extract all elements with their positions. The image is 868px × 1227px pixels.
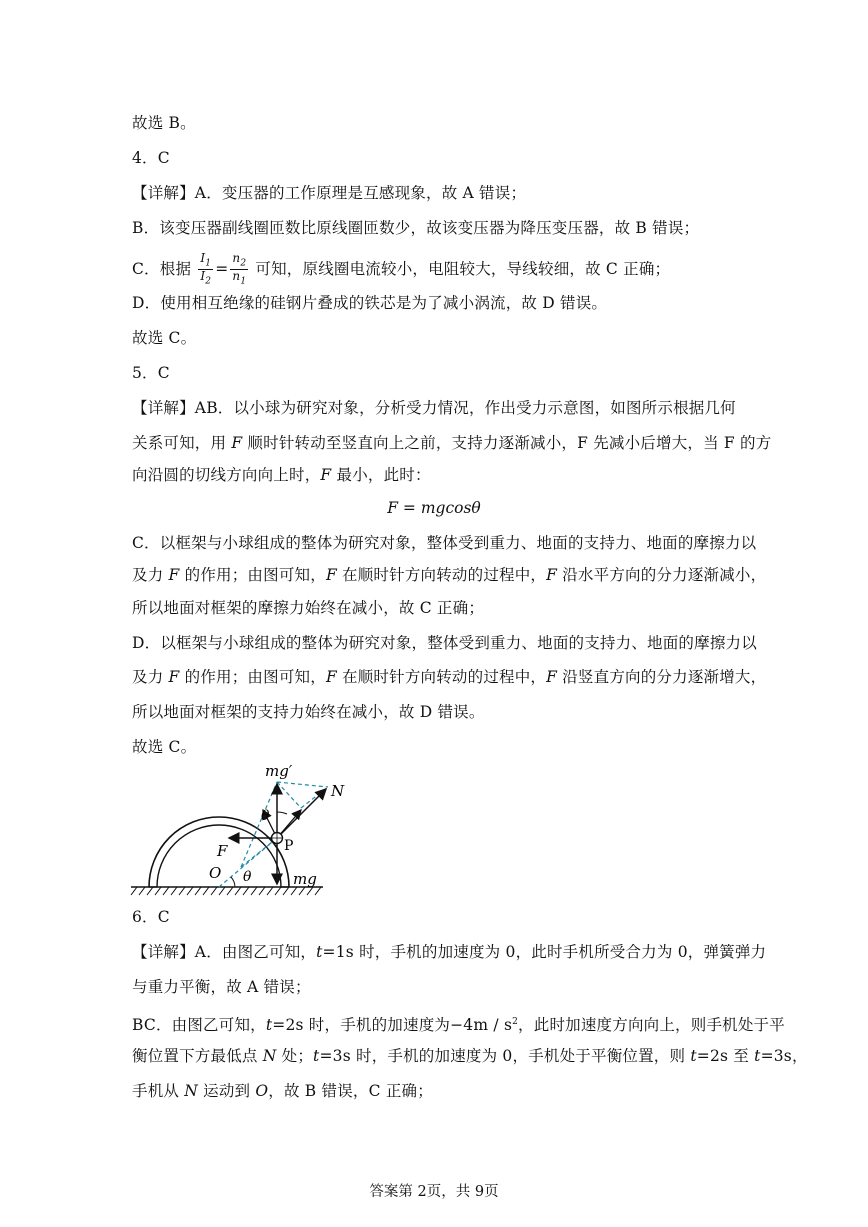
symbol-t: t xyxy=(690,1047,697,1065)
text-fragment: 关系可知，用 xyxy=(132,434,232,452)
angle-arc-top xyxy=(277,812,287,814)
symbol-N: N xyxy=(262,1047,277,1065)
label-P: P xyxy=(284,838,294,854)
text-fragment: 顺时针转动至竖直向上之前，支持力逐渐减小，F 先减小后增大，当 F 的方 xyxy=(242,434,772,452)
label-mg-prime: mg′ xyxy=(265,762,293,780)
text-line xyxy=(132,1080,433,1102)
text-line: 与重力平衡，故 A 错误； xyxy=(132,978,311,996)
text-fragment: 的作用；由图可知， xyxy=(179,668,326,686)
label-mg: mg xyxy=(293,870,317,888)
text-line: D．使用相互绝缘的硅钢片叠成的铁芯是为了减小涡流，故 D 错误。 xyxy=(132,294,608,312)
text-fragment: 及力 xyxy=(132,668,169,686)
symbol-F: F xyxy=(168,566,180,584)
text-line: 【详解】A．变压器的工作原理是互感现象，故 A 错误； xyxy=(132,184,527,202)
text-fragment: 最小，此时： xyxy=(331,466,431,484)
formula-symbol: n xyxy=(232,269,241,284)
symbol-F: F xyxy=(325,566,337,584)
text-line: D．以框架与小球组成的整体为研究对象，整体受到重力、地面的支持力、地面的摩擦力以 xyxy=(132,634,757,652)
symbol-t: t xyxy=(316,943,323,961)
text-line xyxy=(132,464,431,486)
symbol-t: t xyxy=(313,1047,320,1065)
formula-symbol: I xyxy=(200,269,206,284)
force-diagram xyxy=(125,760,345,900)
text-fragment: =2s 时，手机的加速度为 xyxy=(272,1016,451,1035)
formula-subscript: 1 xyxy=(205,258,212,269)
text-fragment: =2s 至 xyxy=(696,1047,755,1065)
symbol-F: F xyxy=(231,434,243,452)
text-fragment: 在顺时针方向转动的过程中， xyxy=(336,566,547,584)
text-line: B．该变压器副线圈匝数比原线圈匝数少，故该变压器为降压变压器，故 B 错误； xyxy=(132,219,700,237)
label-F: F xyxy=(217,842,228,860)
text-line: 故选 B。 xyxy=(132,114,196,132)
text-line: C．以框架与小球组成的整体为研究对象，整体受到重力、地面的支持力、地面的摩擦力以 xyxy=(132,534,757,552)
equation: F = mgcosθ xyxy=(387,499,481,517)
text-line: 所以地面对框架的支持力始终在减小，故 D 错误。 xyxy=(132,703,485,721)
dashed-construction-line xyxy=(241,838,277,867)
text-line: 故选 C。 xyxy=(132,738,197,756)
text-fragment: 衡位置下方最低点 xyxy=(132,1047,263,1065)
text-fragment: 手机从 xyxy=(132,1082,185,1100)
text-fragment: =1s 时，手机的加速度为 0，此时手机所受合力为 0，弹簧弹力 xyxy=(322,943,767,961)
symbol-F: F xyxy=(168,668,180,686)
label-N: N xyxy=(331,782,345,800)
text-fragment: 处； xyxy=(276,1047,314,1065)
question-number: 4．C xyxy=(132,149,170,167)
text-fragment: C．根据 xyxy=(132,259,192,278)
angle-arc-bottom xyxy=(231,877,235,887)
symbol-N: N xyxy=(184,1082,198,1100)
text-line-with-formula xyxy=(132,252,670,288)
text-line: 【详解】AB．以小球为研究对象，分析受力情况，作出受力示意图，如图所示根据几何 xyxy=(132,399,736,417)
text-fragment: ，此时加速度方向向上，则手机处于平 xyxy=(518,1016,785,1035)
text-line xyxy=(132,564,766,586)
fraction-i1-over-i2 xyxy=(198,252,213,288)
ground-hatching xyxy=(131,887,321,895)
text-fragment: 在顺时针方向转动的过程中， xyxy=(336,668,547,686)
acceleration-value: −4m / s xyxy=(450,1016,513,1035)
symbol-F: F xyxy=(320,466,332,484)
dashed-construction-line xyxy=(277,782,301,808)
text-fragment: 沿竖直方向的分力逐渐增大， xyxy=(557,668,767,686)
symbol-t: t xyxy=(265,1016,273,1035)
formula-subscript: 1 xyxy=(240,276,247,287)
text-line xyxy=(132,941,766,963)
symbol-F: F xyxy=(546,668,558,686)
label-theta-top: θ xyxy=(261,808,270,824)
formula-symbol: I xyxy=(200,251,206,265)
text-line xyxy=(132,1045,808,1067)
text-line: 所以地面对框架的摩擦力始终在减小，故 C 正确； xyxy=(132,599,485,617)
text-fragment: BC．由图乙可知， xyxy=(132,1016,266,1035)
dashed-construction-line xyxy=(277,782,328,787)
text-fragment: 的作用；由图可知， xyxy=(179,566,326,584)
formula-equals: = xyxy=(215,259,229,278)
symbol-F: F xyxy=(325,668,337,686)
question-number: 6．C xyxy=(132,908,170,926)
question-number: 5．C xyxy=(132,364,170,382)
symbol-t: t xyxy=(754,1047,761,1065)
text-line xyxy=(132,1011,785,1036)
text-fragment: 及力 xyxy=(132,566,169,584)
label-O: O xyxy=(209,864,222,882)
formula-subscript: 2 xyxy=(205,276,212,287)
text-fragment: 运动到 xyxy=(198,1082,256,1100)
text-fragment: 可知，原线圈电流较小，电阻较大，导线较细，故 C 正确； xyxy=(255,259,671,278)
text-line xyxy=(132,666,766,688)
text-fragment: 向沿圆的切线方向向上时， xyxy=(132,466,321,484)
text-line: 故选 C。 xyxy=(132,329,197,347)
symbol-O: O xyxy=(255,1082,269,1100)
fraction-n2-over-n1 xyxy=(230,252,248,288)
text-fragment: =3s 时，手机的加速度为 0，手机处于平衡位置，则 xyxy=(319,1047,691,1065)
text-fragment: ，故 B 错误，C 正确； xyxy=(268,1082,433,1100)
formula-symbol: n xyxy=(232,251,241,265)
symbol-F: F xyxy=(546,566,558,584)
label-theta-bottom: θ xyxy=(243,869,252,885)
text-fragment: 【详解】A．由图乙可知， xyxy=(132,943,317,961)
text-fragment: =3s， xyxy=(760,1047,808,1065)
exponent: 2 xyxy=(512,1017,519,1027)
page-footer: 答案第 2页，共 9页 xyxy=(369,1184,499,1200)
formula-subscript: 2 xyxy=(240,258,247,269)
text-line xyxy=(132,432,771,454)
text-fragment: 沿水平方向的分力逐渐减小， xyxy=(557,566,767,584)
